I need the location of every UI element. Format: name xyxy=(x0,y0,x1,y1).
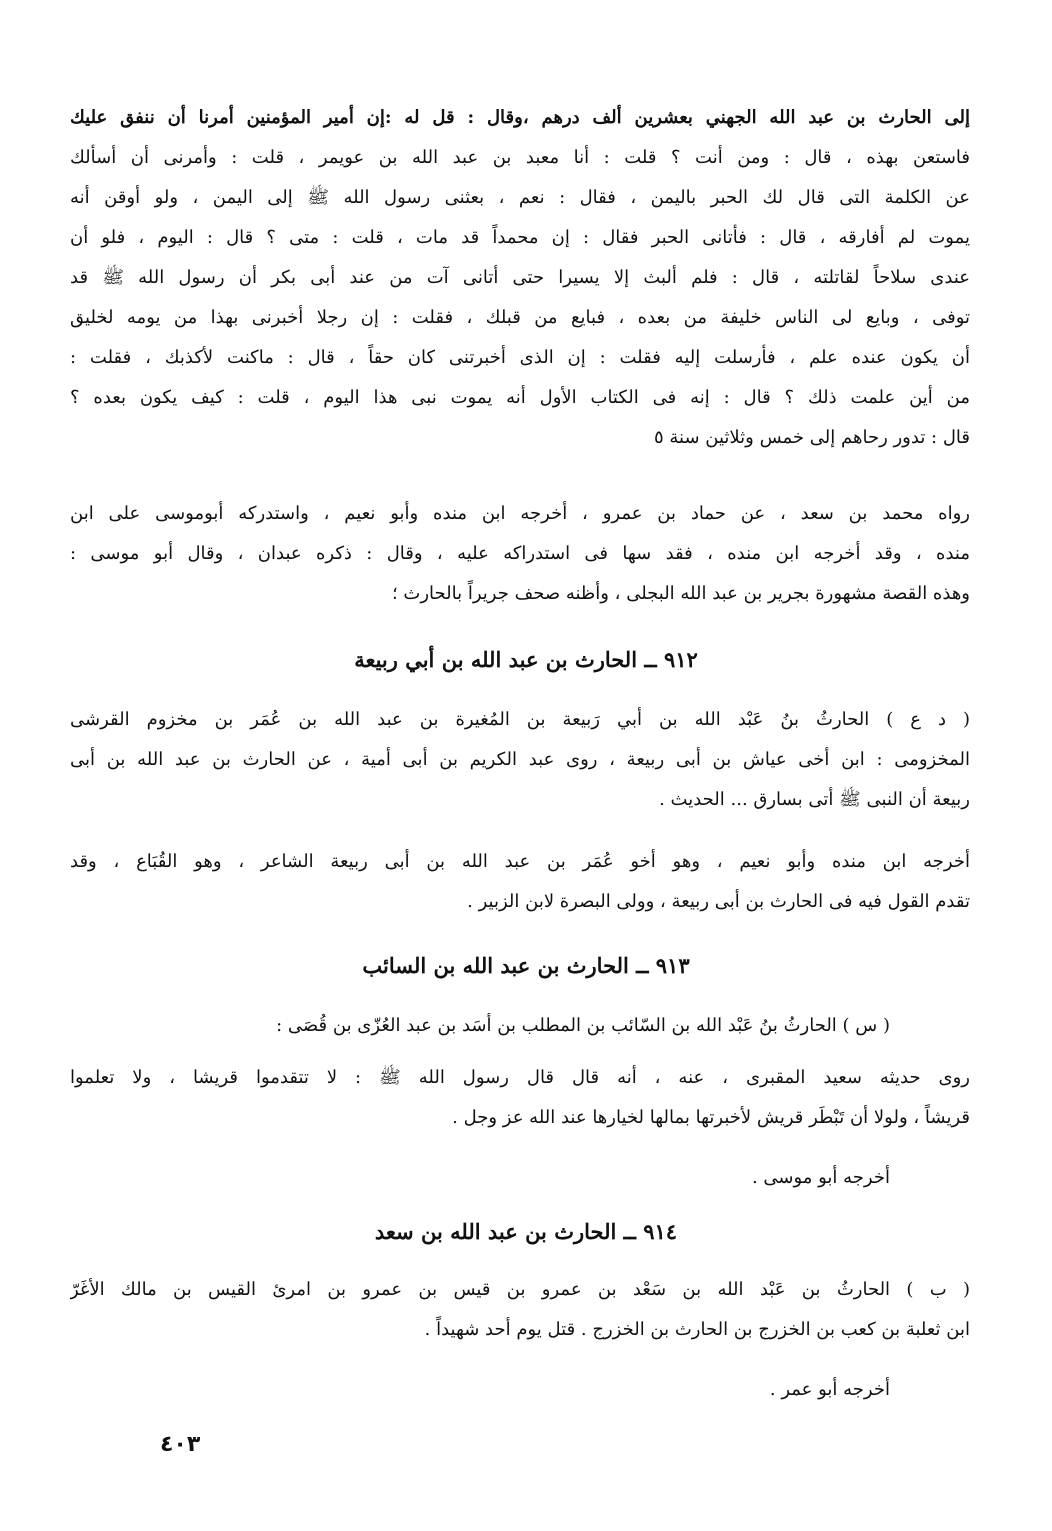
text-line: ( ب ) الحارثُ بن عَبْد الله بن سَعْد بن عمرو بن قيس بن عمرو بن امرئ القيس بن مالك الأغَرّ xyxy=(70,1279,970,1300)
entry-912-bio xyxy=(70,700,970,820)
paragraph-story xyxy=(70,98,970,458)
entry-913-note: أخرجه أبو موسى . xyxy=(751,1167,890,1188)
text-line: ابن ثعلبة بن كعب بن الخزرج بن الحارث بن الخزرج . قتل يوم أحد شهيداً . xyxy=(424,1319,970,1340)
text-line: وهذه القصة مشهورة بجرير بن عبد الله البجلى ، وأظنه صحف جريراً بالحارث ؛ xyxy=(391,583,970,604)
text-line: من أين علمت ذلك ؟ قال : إنه فى الكتاب الأول أنه يموت نبى هذا اليوم ، قلت : كيف يكون بعده ؟ xyxy=(70,387,970,408)
paragraph-source-note xyxy=(70,494,970,614)
entry-913-lineage: ( س ) الحارثُ بنُ عَبْد الله بن السّائب بن المطلب بن أسَد بن عبد العُزّى بن قُصَى : xyxy=(276,1015,890,1036)
entry-914-note: أخرجه أبو عمر . xyxy=(769,1379,890,1400)
text-line: يموت لم أفارقه ، قال : فأتانى الحبر فقال : إن محمداً قد مات ، قلت : متى ؟ قال : اليوم ، فلو أن xyxy=(70,227,970,248)
text-line: توفى ، وبايع لى الناس خليفة من بعده ، فبايع من قبلك ، فقلت : إن رجلا أخبرنى بهذا من يومه لخليق xyxy=(70,307,970,328)
entry-912-note xyxy=(70,842,970,922)
text-line: أخرجه ابن منده وأبو نعيم ، وهو أخو عُمَر بن عبد الله بن أبى ربيعة الشاعر ، وهو القُبَاع ، وقد xyxy=(70,851,970,872)
text-line: قريشاً ، ولولا أن تَبْطَر قريش لأخبرتها بمالها لخيارها عند الله عز وجل . xyxy=(452,1107,970,1128)
entry-913-heading: ٩١٣ ــ الحارث بن عبد الله بن السائب xyxy=(362,953,690,978)
text-line: المخزومى : ابن أخى عياش بن أبى ربيعة ، روى عبد الكريم بن أبى أمية ، عن الحارث بن عبد الله بن أبى xyxy=(70,749,970,770)
entry-914-heading: ٩١٤ ــ الحارث بن عبد الله بن سعد xyxy=(374,1219,678,1244)
text-line: عندى سلاحاً لقاتلته ، قال : فلم ألبث إلا يسيرا حتى أتانى آت من عند أبى بكر أن رسول الله ﷺ قد xyxy=(70,267,970,288)
text-line: رواه محمد بن سعد ، عن حماد بن عمرو ، أخرجه ابن منده وأبو نعيم ، واستدركه أبوموسى على ابن xyxy=(70,503,970,524)
entry-912-heading: ٩١٢ ــ الحارث بن عبد الله بن أبي ربيعة xyxy=(354,647,698,672)
text-line: تقدم القول فيه فى الحارث بن أبى ربيعة ، وولى البصرة لابن الزبير . xyxy=(467,891,970,912)
text-line: إلى الحارث بن عبد الله الجهني بعشرين ألف درهم ،وقال : قل له :إن أمير المؤمنين أمرنا أن ننفق عليك xyxy=(70,107,970,128)
text-line: أن يكون عنده علم ، فأرسلت إليه فقلت : إن الذى أخبرتنى كان حقاً ، قال : ماكنت لأكذبك ، فقلت : xyxy=(70,347,970,368)
entry-913-body xyxy=(70,1058,970,1138)
text-line: قال : تدور رحاهم إلى خمس وثلاثين سنة ٥ xyxy=(653,427,970,448)
text-line: فاستعن بهذه ، قال : ومن أنت ؟ قلت : أنا معبد بن عبد الله بن عويمر ، قلت : وأمرنى أن أسألك xyxy=(70,147,970,168)
text-line: ( د ع ) الحارثُ بنُ عَبْد الله بن أبي رَبيعة بن المُغيرة بن عبد الله بن عُمَر بن مخزوم القرشى xyxy=(70,709,970,730)
text-line: عن الكلمة التى قال لك الحبر باليمن ، فقال : نعم ، بعثنى رسول الله ﷺ إلى اليمن ، ولو أوقن أنه xyxy=(70,187,970,208)
entry-914-bio xyxy=(70,1270,970,1350)
page-number: ٤٠٣ xyxy=(160,1432,201,1457)
text-line: روى حديثه سعيد المقبرى ، عنه ، أنه قال قال رسول الله ﷺ : لا تتقدموا قريشا ، ولا تعلموا xyxy=(70,1067,970,1088)
text-line: منده ، وقد أخرجه ابن منده ، فقد سها فى استدراكه عليه ، وقال : ذكره عبدان ، وقال أبو موسى : xyxy=(70,543,970,564)
text-line: ربيعة أن النبى ﷺ أتى بسارق ... الحديث . xyxy=(659,789,970,810)
